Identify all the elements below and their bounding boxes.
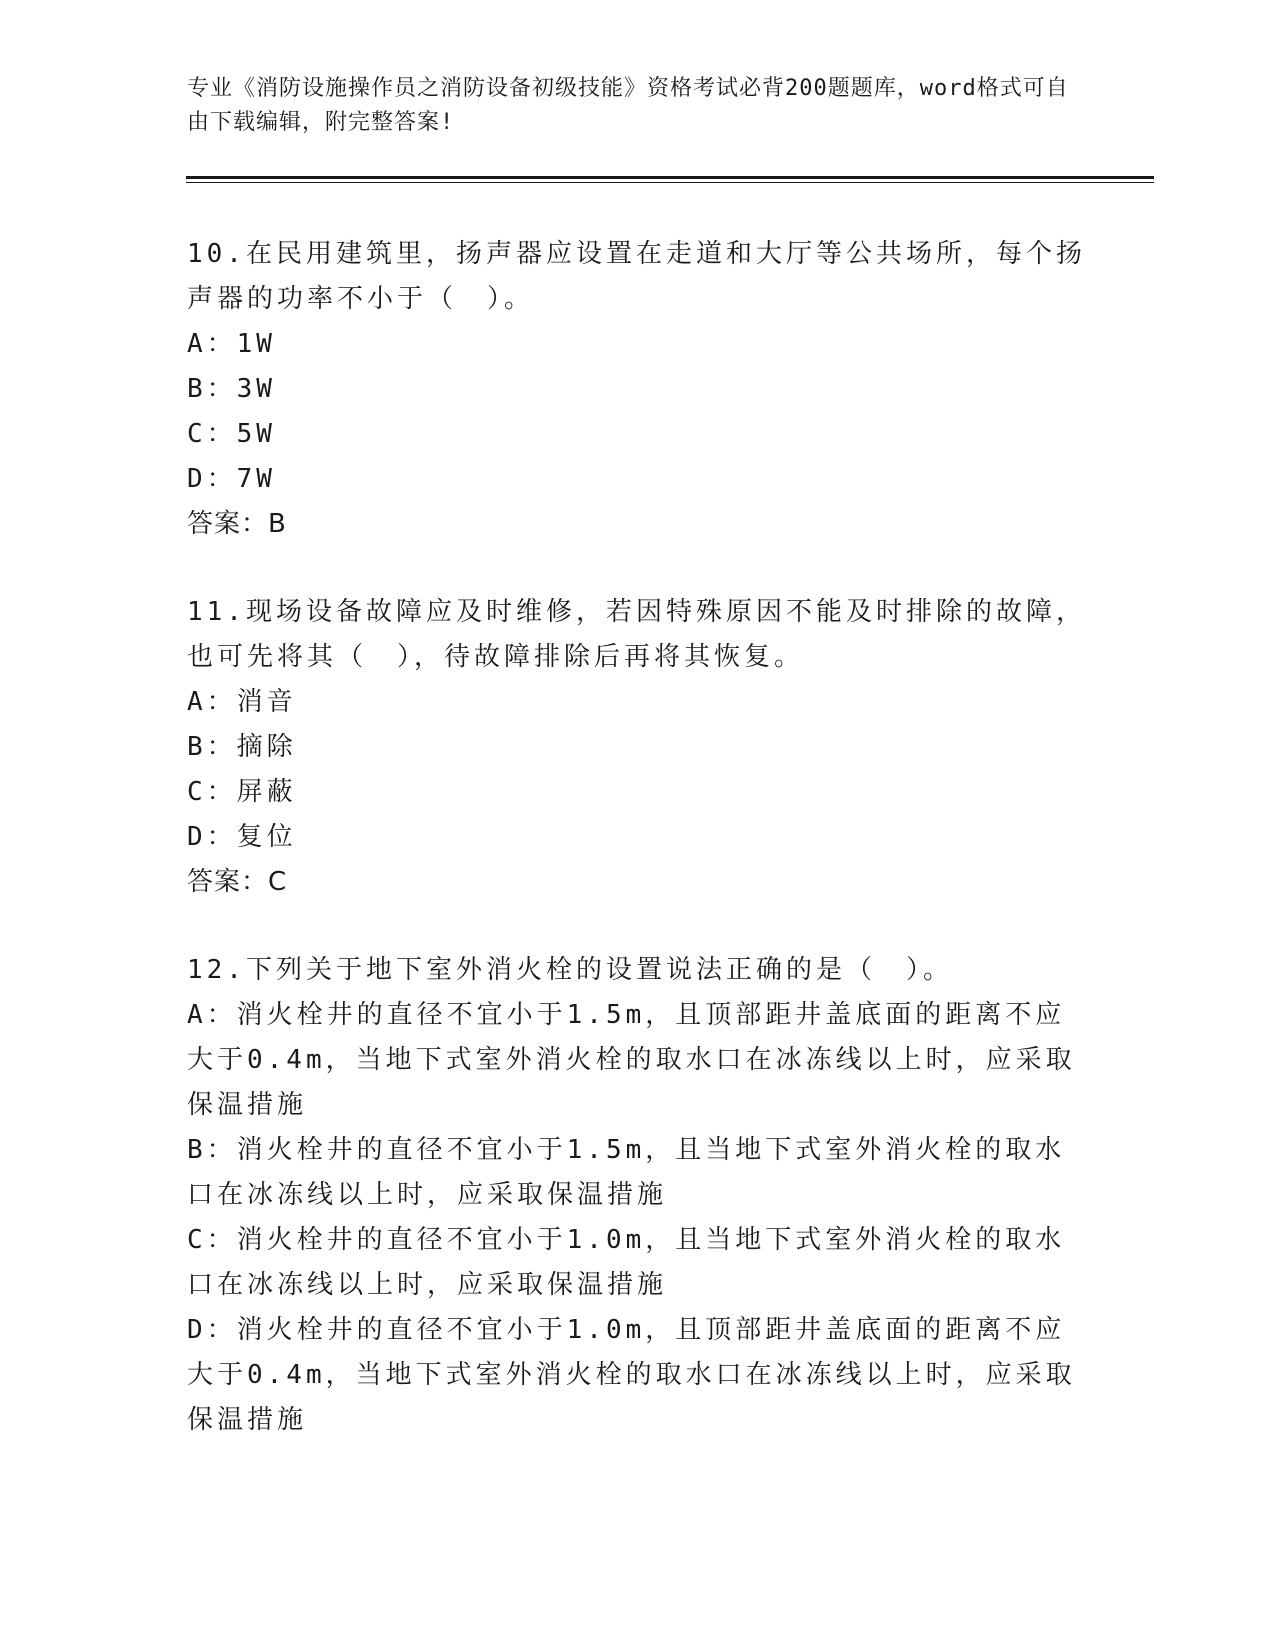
option-a: A：消音 (187, 687, 297, 717)
question-11 (187, 590, 1087, 905)
option-c: C：屏蔽 (187, 777, 297, 807)
question-stem: 12.下列关于地下室外消火栓的设置说法正确的是（ ）。 (187, 955, 953, 985)
answer-line: 答案：B (187, 509, 287, 539)
option-a: A：消火栓井的直径不宜小于1.5m，且顶部距井盖底面的距离不应大于0.4m，当地下式室外消火栓的取水口在冰冻线以上时，应采取保温措施 (187, 1000, 1076, 1120)
question-12 (187, 948, 1087, 1443)
question-list (187, 232, 1087, 1486)
question-stem: 10.在民用建筑里，扬声器应设置在走道和大厅等公共场所，每个扬声器的功率不小于（ ）。 (187, 239, 1086, 314)
option-c: C：5W (187, 419, 276, 449)
option-b: B：消火栓井的直径不宜小于1.5m，且当地下式室外消火栓的取水口在冰冻线以上时，应采取保温措施 (187, 1135, 1066, 1210)
option-b: B：3W (187, 374, 276, 404)
option-b: B：摘除 (187, 732, 297, 762)
option-d: D：7W (187, 464, 276, 494)
option-a: A：1W (187, 329, 276, 359)
answer-line: 答案：C (187, 867, 288, 897)
document-header: 专业《消防设施操作员之消防设备初级技能》资格考试必背200题题库，word格式可自由下载编辑，附完整答案! (187, 76, 1069, 135)
option-c: C：消火栓井的直径不宜小于1.0m，且当地下式室外消火栓的取水口在冰冻线以上时，应采取保温措施 (187, 1225, 1066, 1300)
header-divider-thin (186, 182, 1154, 183)
option-d: D：复位 (187, 822, 297, 852)
question-10 (187, 232, 1087, 547)
question-stem: 11.现场设备故障应及时维修，若因特殊原因不能及时排除的故障，也可先将其（ ），待故障排除后再将其恢复。 (187, 597, 1086, 672)
option-d: D：消火栓井的直径不宜小于1.0m，且顶部距井盖底面的距离不应大于0.4m，当地下式室外消火栓的取水口在冰冻线以上时，应采取保温措施 (187, 1315, 1076, 1435)
header-divider-thick (186, 176, 1154, 179)
